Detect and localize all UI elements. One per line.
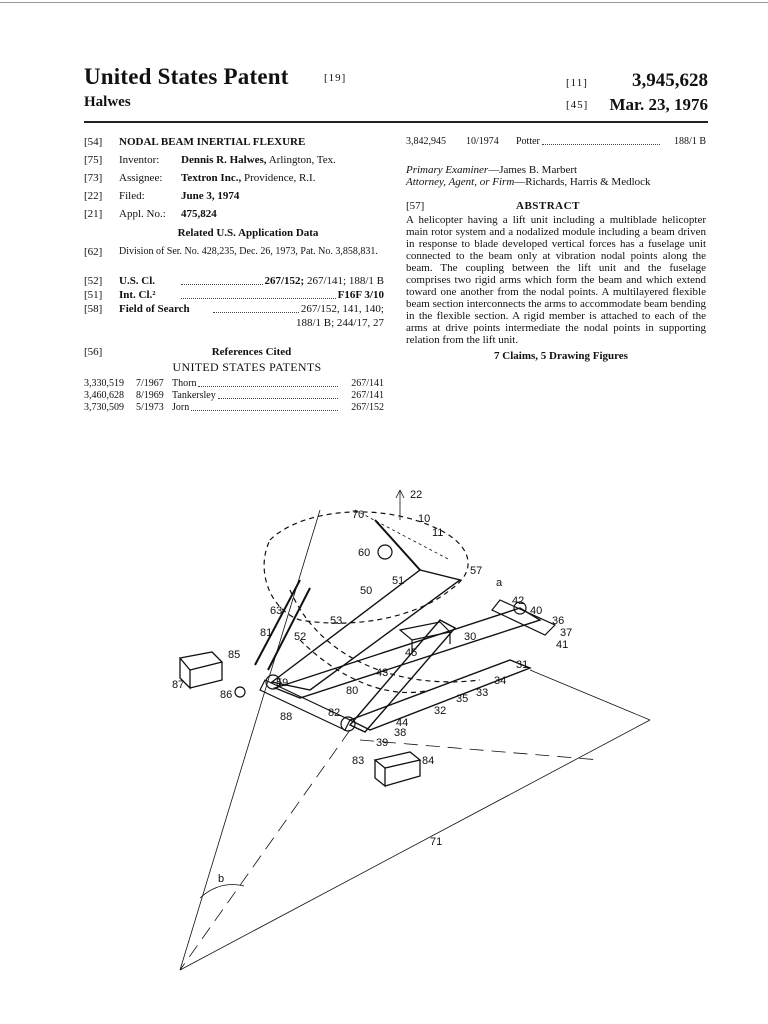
field-title: [54] NODAL BEAM INERTIAL FLEXURE	[84, 136, 384, 149]
drawing-label: 50	[360, 585, 373, 597]
header-code-11: [11]	[566, 77, 588, 89]
references-subheading: UNITED STATES PATENTS	[172, 360, 322, 374]
patent-number: 3,945,628	[632, 70, 708, 91]
us-class-row: [52] U.S. Cl. 267/152; 267/141; 188/1 B	[84, 275, 384, 287]
search-field-line2: 188/1 B; 244/17, 27	[295, 317, 384, 329]
field-inventor: [75] Inventor: Dennis R. Halwes, Arlington, Tex.	[84, 154, 336, 166]
drawing-label: 39	[376, 737, 389, 749]
top-rule	[0, 2, 768, 3]
header-inventor: Halwes	[84, 94, 131, 110]
table-row: 3,330,519 7/1967 Thorn 267/141	[84, 378, 384, 389]
abstract-text: A helicopter having a lift unit including a multiblade helicopter main rotor system and a nodalized module including a beam driven in response to blade developed vertical forces has a fuselage unit connected to the beam only at vibration nodal points along the beam. The coupling between the lift unit and the fuselage comprises two rigid arms which form the beam and which extend toward one another from the nodal points. A multilayered flexible beam section interconnects the arms to accommodate beam bending in the flexible section. A rigid member is attached to each of the arms at drive points intermediate the nodal points in supporting relation from the lift unit.	[406, 214, 706, 346]
search-field-row: [58] Field of Search 267/152, 141, 140;	[84, 303, 384, 315]
drawing-svg	[0, 430, 768, 1024]
classification-block	[84, 275, 384, 330]
claims-count: 7 Claims, 5 Drawing Figures	[494, 350, 628, 362]
header-rule	[84, 121, 708, 123]
drawing-label: 82	[328, 707, 341, 719]
drawing-label: 44	[396, 717, 409, 729]
patent-drawing	[0, 430, 768, 1024]
drawing-label: 57	[470, 565, 483, 577]
drawing-label: 37	[560, 627, 573, 639]
drawing-label: 38	[394, 727, 407, 739]
abstract-heading: ABSTRACT	[516, 200, 580, 212]
field-assignee: [73] Assignee: Textron Inc., Providence, R.I.	[84, 172, 316, 184]
table-row: 3,730,509 5/1973 Jorn 267/152	[84, 402, 384, 413]
table-row: 3,460,628 8/1969 Tankersley 267/141	[84, 390, 384, 401]
drawing-label: 42	[512, 595, 525, 607]
drawing-label: 87	[172, 679, 185, 691]
drawing-label: 60	[358, 547, 371, 559]
field-appl-no: [21] Appl. No.: 475,824	[84, 208, 217, 220]
drawing-label: 83	[352, 755, 365, 767]
drawing-label: 11	[432, 527, 444, 539]
related-heading: Related U.S. Application Data	[177, 227, 319, 239]
drawing-label: 10	[418, 513, 431, 525]
drawing-label: 70	[352, 509, 365, 521]
drawing-label: 53	[330, 615, 343, 627]
header-code-19: [19]	[324, 72, 347, 84]
references-block: [56] References Cited UNITED STATES PATENTS 3,330,519 7/1967 Thorn 267/141 3,460,628 8/1969 Tankersley 267/141 3,730,509 5/1973 Jorn 267/152	[84, 346, 384, 413]
table-row: 3,842,945 10/1974 Potter 188/1 B	[406, 136, 706, 147]
drawing-label: 81	[260, 627, 273, 639]
drawing-label: 71	[430, 836, 443, 848]
drawing-label: 52	[294, 631, 307, 643]
drawing-label: 43	[376, 667, 389, 679]
drawing-label: 84	[422, 755, 435, 767]
drawing-label: 40	[530, 605, 543, 617]
left-column	[84, 136, 384, 414]
drawing-label: 88	[280, 711, 293, 723]
abstract-heading-row: [57] ABSTRACT	[406, 200, 580, 212]
invention-title: NODAL BEAM INERTIAL FLEXURE	[119, 136, 306, 148]
drawing-label: 30	[464, 631, 477, 643]
patent-header-title: United States Patent	[84, 64, 289, 89]
drawing-label: 86	[220, 689, 233, 701]
attorney: Attorney, Agent, or Firm—Richards, Harris & Medlock	[406, 176, 651, 188]
drawing-label: 41	[556, 639, 569, 651]
related-division: [62] Division of Ser. No. 428,235, Dec. 26, 1973, Pat. No. 3,858,831.	[84, 246, 378, 258]
drawing-label: 35	[456, 693, 469, 705]
drawing-label: 36	[552, 615, 565, 627]
patent-date: Mar. 23, 1976	[609, 95, 708, 114]
primary-examiner: Primary Examiner—James B. Marbert	[406, 164, 578, 176]
field-filed: [22] Filed: June 3, 1974	[84, 190, 240, 202]
drawing-label: 31	[516, 659, 529, 671]
drawing-label: 51	[392, 575, 405, 587]
drawing-label: 45	[405, 647, 418, 659]
drawing-label: 59	[276, 677, 289, 689]
drawing-label: 33	[476, 687, 489, 699]
int-class-row: [51] Int. Cl.² F16F 3/10	[84, 289, 384, 301]
right-column	[406, 136, 706, 362]
drawing-label: 80	[346, 685, 359, 697]
references-heading: References Cited	[211, 346, 292, 358]
drawing-label: 63	[270, 605, 283, 617]
drawing-label: b	[218, 873, 225, 885]
drawing-label: 34	[494, 675, 507, 687]
drawing-label: 32	[434, 705, 447, 717]
drawing-label: 85	[228, 649, 241, 661]
header-code-45: [45]	[566, 99, 589, 111]
drawing-label: 22	[410, 489, 423, 501]
drawing-label: a	[496, 577, 503, 589]
